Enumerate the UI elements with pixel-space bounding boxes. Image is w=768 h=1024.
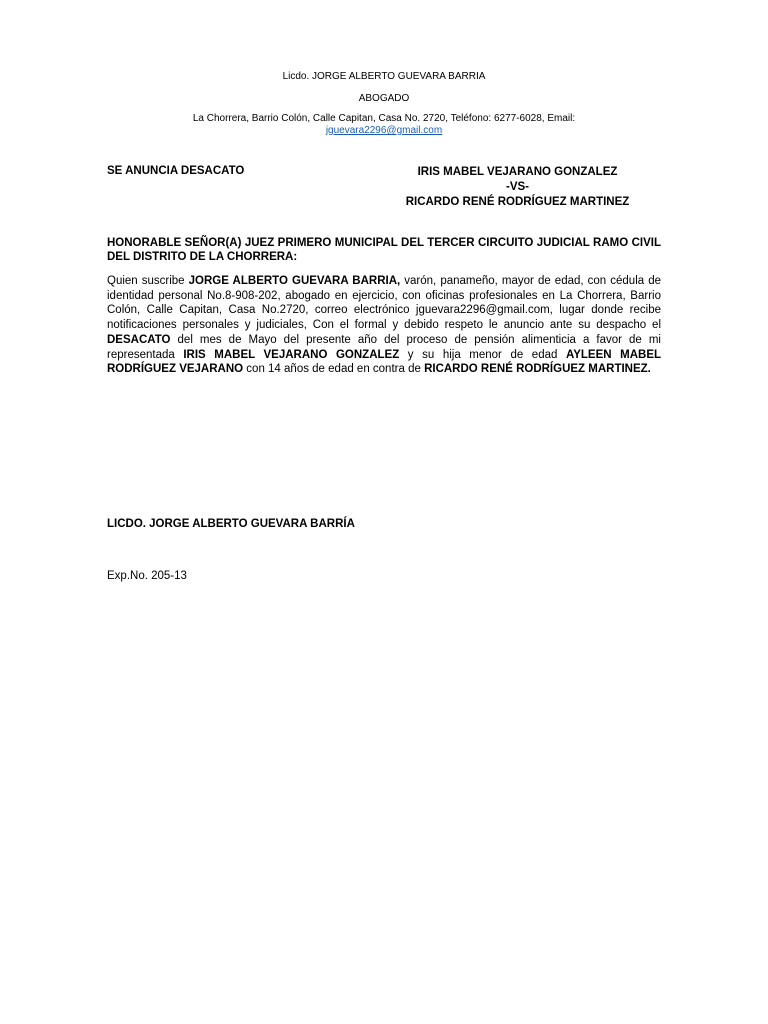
header-email-link[interactable]: jguevara2296@gmail.com	[325, 125, 443, 136]
body-text: del mes de Mayo del presente año del proceso de pensión alimenticia a favor de mi representada	[107, 333, 661, 361]
defendant-name: RICARDO RENÉ RODRÍGUEZ MARTINEZ	[405, 196, 630, 208]
body-bold-name: JORGE ALBERTO GUEVARA BARRIA,	[188, 275, 401, 287]
body-bold-defendant: RICARDO RENÉ RODRÍGUEZ MARTINEZ.	[424, 363, 651, 376]
body-bold-minor: AYLEEN MABEL RODRÍGUEZ VEJARANO	[107, 348, 662, 376]
body-text: con 14 años de edad en contra de	[243, 363, 425, 376]
header-name: Licdo. JORGE ALBERTO GUEVARA BARRIA	[282, 71, 486, 82]
signature-line: LICDO. JORGE ALBERTO GUEVARA BARRÍA	[107, 518, 355, 530]
versus-label: -VS-	[506, 181, 529, 193]
body-text: y su hija menor de edad	[399, 348, 566, 361]
body-text: Quien suscribe	[107, 275, 189, 287]
case-parties	[380, 165, 655, 210]
court-address: HONORABLE SEÑOR(A) JUEZ PRIMERO MUNICIPAL DEL TERCER CIRCUITO JUDICIAL RAMO CIVIL DEL DISTRITO DE LA CHORRERA:	[107, 237, 661, 263]
body-bold-desacato: DESACATO	[107, 333, 171, 346]
body-bold-plaintiff: IRIS MABEL VEJARANO GONZALEZ	[183, 348, 400, 361]
body-paragraph	[107, 274, 661, 377]
plaintiff-name: IRIS MABEL VEJARANO GONZALEZ	[417, 166, 618, 178]
case-number: Exp.No. 205-13	[107, 570, 187, 582]
header-contact: La Chorrera, Barrio Colón, Calle Capitan, Casa No. 2720, Teléfono: 6277-6028, Email:	[192, 113, 576, 124]
header-title: ABOGADO	[358, 93, 410, 104]
body-text: varón, panameño, mayor de edad, con cédula de identidad personal No.8-908-202, abogado en ejercicio, con oficinas profesionales en La Chorrera, Barrio Colón, Calle Capitan, Casa No.2720, correo electrónico jguevara2296@gmail.com, lugar donde recibe notificaciones personales y judiciales, Con el formal y debido respeto le anuncio ante su despacho el	[107, 275, 662, 332]
document-subject: SE ANUNCIA DESACATO	[107, 165, 245, 177]
